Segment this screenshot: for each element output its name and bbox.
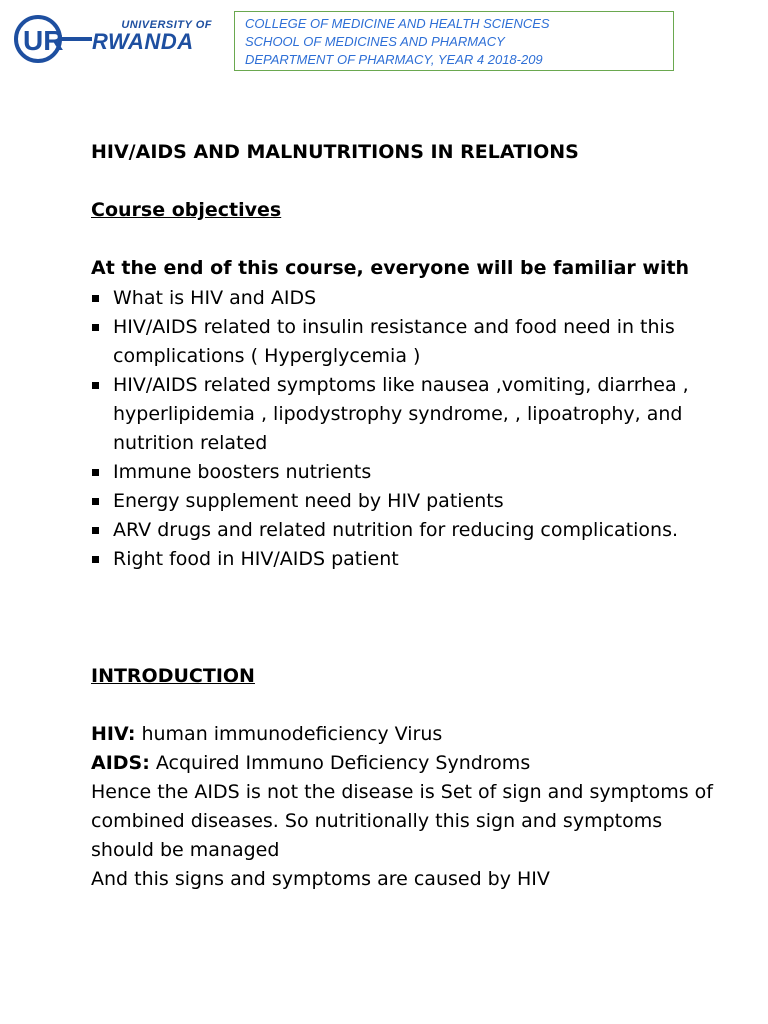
list-item: ARV drugs and related nutrition for reducing complications.: [91, 516, 731, 545]
bullet-square-icon: [92, 527, 99, 534]
objectives-list: [91, 284, 731, 574]
bullet-square-icon: [92, 498, 99, 505]
paragraph-caused-by-hiv: And this signs and symptoms are caused by HIV: [91, 868, 550, 890]
list-item: HIV/AIDS related symptoms like nausea ,vomiting, diarrhea , hyperlipidemia , lipodystrophy syndrome, , lipoatrophy, and nutrition related: [91, 371, 731, 458]
list-item: Right food in HIV/AIDS patient: [91, 545, 731, 574]
header-box: [234, 11, 674, 71]
logo-mark-text: UR: [23, 25, 64, 56]
objectives-heading: Course objectives: [91, 199, 282, 221]
bullet-square-icon: [92, 324, 99, 331]
definitions: [91, 720, 731, 894]
aids-text: Acquired Immuno Deficiency Syndroms: [149, 752, 531, 774]
university-logo: [12, 14, 212, 64]
bullet-square-icon: [92, 556, 99, 563]
document-title: HIV/AIDS AND MALNUTRITIONS IN RELATIONS: [91, 141, 579, 163]
logo-rwanda: RWANDA: [92, 29, 194, 54]
aids-definition: [91, 749, 731, 778]
bullet-square-icon: [92, 469, 99, 476]
hiv-text: human immunodeficiency Virus: [135, 723, 443, 745]
list-item: Immune boosters nutrients: [91, 458, 731, 487]
bullet-square-icon: [92, 382, 99, 389]
ur-logo-mark-icon: [12, 14, 92, 64]
hiv-definition: [91, 720, 731, 749]
header-line-college: COLLEGE OF MEDICINE AND HEALTH SCIENCES: [245, 16, 550, 31]
introduction-heading: INTRODUCTION: [91, 665, 255, 687]
header-line-department: DEPARTMENT OF PHARMACY, YEAR 4 2018-209: [245, 52, 543, 67]
list-item: Energy supplement need by HIV patients: [91, 487, 731, 516]
aids-label: AIDS:: [91, 752, 150, 774]
list-item: HIV/AIDS related to insulin resistance and food need in this complications ( Hyperglycemia ): [91, 313, 731, 371]
paragraph-aids-explanation: Hence the AIDS is not the disease is Set of sign and symptoms of combined diseases. So nutritionally this sign and symptoms should be managed: [91, 781, 713, 861]
header-line-school: SCHOOL OF MEDICINES AND PHARMACY: [245, 34, 505, 49]
hiv-label: HIV:: [91, 723, 136, 745]
logo-university-of: UNIVERSITY OF: [121, 19, 212, 31]
objectives-lead: At the end of this course, everyone will be familiar with: [91, 257, 690, 279]
bullet-square-icon: [92, 295, 99, 302]
list-item: What is HIV and AIDS: [91, 284, 731, 313]
document-body: [91, 138, 731, 894]
